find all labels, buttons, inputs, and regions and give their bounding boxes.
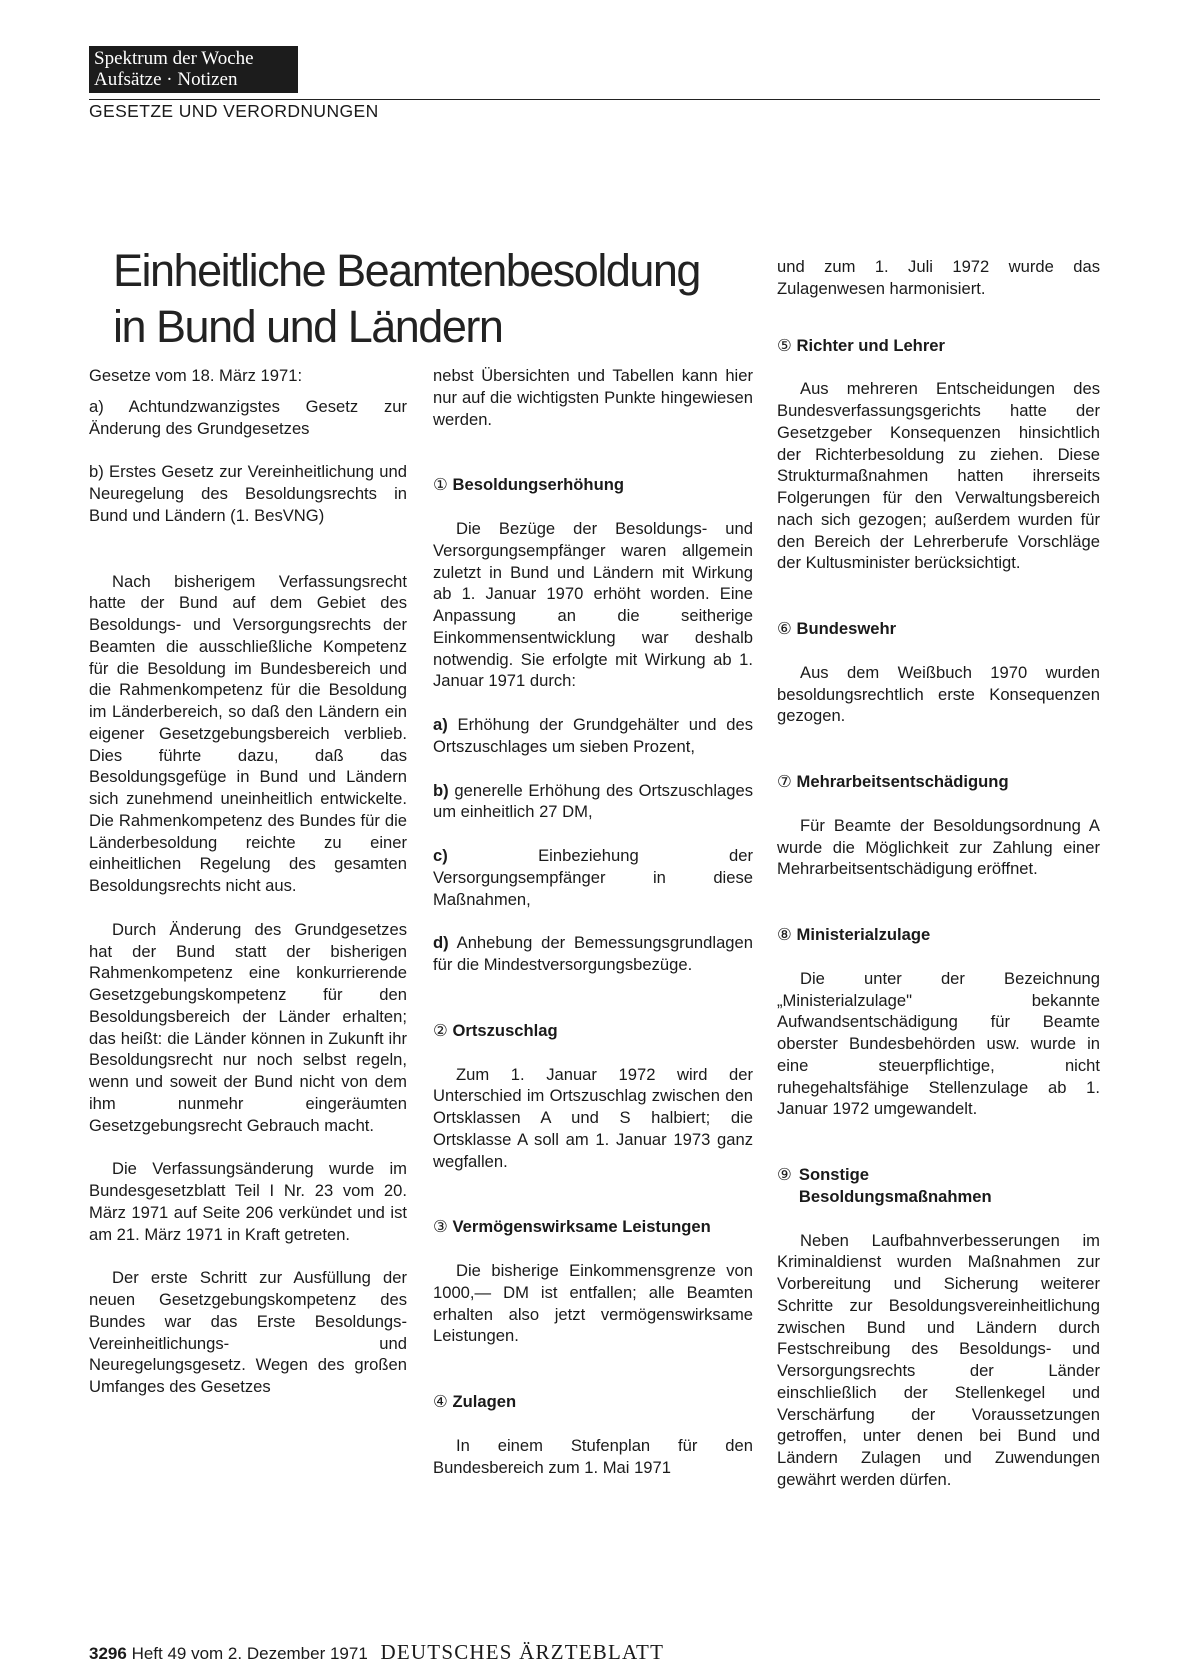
heading-besoldungserhoehung [433,474,753,496]
title-line-2: in Bund und Ländern [113,301,503,352]
paragraph-zulagen: In einem Stufenplan für den Bundesbereich zum 1. Mai 1971 [433,1435,753,1477]
item-a-text: Erhöhung der Grundgehälter und des Ortszuschlages um sieben Prozent, [433,715,753,756]
heading-text: Bundeswehr [796,619,897,638]
heading-ministerialzulage [777,924,1100,946]
circled-number-8: ⑧ [777,925,792,944]
issue-info: Heft 49 vom 2. Dezember 1971 [131,1644,368,1663]
paragraph-ministerialzulage: Die unter der Bezeichnung „Ministerialzulage" bekannte Aufwandsentschädigung für Beamte oberster Bundesbehörden usw. wurde in eine steuerpflichtige, nicht ruhegehaltsfähige Stellenzulage ab 1. Januar 1972 umgewandelt. [777,968,1100,1119]
heading-text: Ortszuschlag [452,1020,558,1040]
paragraph-3: Die Verfassungsänderung wurde im Bundesgesetzblatt Teil I Nr. 23 vom 20. März 1971 auf Seite 206 verkündet und ist am 21. März 1971 in Kraft getreten. [89,1159,407,1244]
column-1 [89,365,407,1398]
circled-number-6: ⑥ [777,619,792,638]
heading-zulagen [433,1391,753,1413]
paragraph-sonstige: Neben Laufbahnverbesserungen im Kriminaldienst wurden Maßnahmen zur Vorbereitung und Sicherung weiterer Schritte zur Besoldungsvereinheitlichung zwischen Bund und Ländern durch Festschreibung des Besoldungs- und Versorgungsrechts der Länder einschließlich der Stellenkegel und Verschärfung der Voraussetzungen getroffen, unter denen bei Bund und Ländern Zulagen und Zuwendungen gewährt werden dürfen. [777,1230,1100,1489]
circled-number-9: ⑨ [777,1165,792,1184]
heading-sonstige [777,1164,1100,1208]
page-footer [89,1640,664,1665]
paragraph-continued: und zum 1. Juli 1972 wurde das Zulagenwesen harmonisiert. [777,257,1100,298]
laws-intro: Gesetze vom 18. März 1971: [89,366,303,385]
paragraph-1: Nach bisherigem Verfassungsrecht hatte der Bund auf dem Gebiet des Besoldungs- und Versorgungsrechts der Beamten die ausschließliche Kompetenz für die Besoldung im Bundesbereich und die Rahmenkompetenz für die Besoldung im Länderbereich, so daß den Ländern ein eigener Gesetzgebungsbereich verblieb. Dies führte dazu, daß das Besoldungsgefüge in Bund und Ländern sich zunehmend uneinheitlich entwickelte. Die Rahmenkompetenz des Bundes für die Länderbesoldung reichte zu einer einheitlichen Regelung des gesamten Besoldungsrechts nicht aus. [89,571,407,895]
heading-mehrarbeit [777,771,1100,793]
paragraph-ortszuschlag: Zum 1. Januar 1972 wird der Unterschied im Ortszuschlag zwischen den Ortsklassen A und S halbiert; die Ortsklasse A soll am 1. Januar 1973 ganz wegfallen. [433,1064,753,1171]
heading-line-1: Sonstige [798,1165,869,1184]
circled-number-5: ⑤ [777,335,792,355]
paragraph-besoldung: Die Bezüge der Besoldungs- und Versorgungsempfänger waren allgemein zuletzt in Bund und Ländern mit Wirkung ab 1. Januar 1970 erhöht worden. Eine Anpassung an die seitherige Einkommensentwicklung war deshalb notwendig. Sie erfolgte mit Wirkung ab 1. Januar 1971 durch: [433,519,753,691]
item-d [433,932,753,976]
heading-ortszuschlag [433,1020,753,1042]
item-c-label: c) [433,846,448,865]
title-line-1: Einheitliche Beamtenbesoldung [113,245,700,296]
item-b-text: generelle Erhöhung des Ortszuschlages um einheitlich 27 DM, [433,780,753,822]
paragraph-continued: nebst Übersichten und Tabellen kann hier nur auf die wichtigsten Punkte hingewiesen werden. [433,366,753,429]
circled-number-4: ④ [433,1392,448,1411]
item-a-label: a) [433,715,448,734]
item-b [433,780,753,824]
paragraph-4: Der erste Schritt zur Ausfüllung der neuen Gesetzgebungskompetenz des Bundes war das Erste Besoldungs-Vereinheitlichungs- und Neuregelungsgesetz. Wegen des großen Umfanges des Gesetzes [89,1268,407,1396]
heading-bundeswehr [777,618,1100,640]
item-a [433,714,753,758]
column-2 [433,365,753,1478]
circled-number-1: ① [433,475,448,495]
column-3 [777,256,1100,1491]
paragraph-mehrarbeit: Für Beamte der Besoldungsordnung A wurde die Möglichkeit zur Zahlung einer Mehrarbeitsentschädigung eröffnet. [777,815,1100,879]
page-number: 3296 [89,1644,127,1663]
article-title [113,243,700,355]
item-d-text: Anhebung der Bemessungsgrundlagen für die Mindestversorgungsbezüge. [433,933,753,974]
masthead [89,46,298,93]
circled-number-2: ② [433,1020,448,1040]
circled-number-7: ⑦ [777,772,792,791]
law-b: b) Erstes Gesetz zur Vereinheitlichung und Neuregelung des Besoldungsrechts in Bund und Ländern (1. BesVNG) [89,462,407,525]
heading-richter-lehrer [777,335,1100,357]
paragraph-bundeswehr: Aus dem Weißbuch 1970 wurden besoldungsrechtlich erste Konsequenzen gezogen. [777,662,1100,726]
item-c [433,845,753,910]
heading-text: Zulagen [452,1392,517,1411]
law-a: a) Achtundzwanzigstes Gesetz zur Änderung des Grundgesetzes [89,396,407,438]
item-b-label: b) [433,780,449,800]
masthead-line-2: Aufsätze · Notizen [94,69,238,90]
item-c-text: Einbeziehung der Versorgungsempfänger in diese Maßnahmen, [433,846,753,909]
heading-line-2: Besoldungsmaßnahmen [798,1186,992,1206]
magazine-name: DEUTSCHES ÄRZTEBLATT [380,1640,665,1664]
heading-vermoegenswirksame-leistungen [433,1216,753,1238]
heading-text: Besoldungserhöhung [452,475,624,495]
paragraph-vermoegen: Die bisherige Einkommensgrenze von 1000,— DM ist entfallen; alle Beamten erhalten also jetzt vermögenswirksame Leistungen. [433,1261,753,1346]
paragraph-2: Durch Änderung des Grundgesetzes hat der Bund statt der bisherigen Rahmenkompetenz eine konkurrierende Gesetzgebungskompetenz für den Besoldungsbereich der Länder erhalten; das heißt: die Länder können in Zukunft ihr Besoldungsrecht nur noch selbst regeln, wenn und soweit der Bund nicht von dem ihm nunmehr eingeräumten Gesetzgebungsrecht Gebrauch macht. [89,919,407,1135]
heading-text: Mehrarbeitsentschädigung [796,772,1009,791]
item-d-label: d) [433,933,449,953]
circled-number-3: ③ [433,1217,448,1237]
heading-text: Richter und Lehrer [796,335,945,355]
heading-text: Vermögenswirksame Leistungen [452,1217,711,1237]
masthead-line-1: Spektrum der Woche [94,48,254,69]
paragraph-richter: Aus mehreren Entscheidungen des Bundesverfassungsgerichts hatte der Gesetzgeber Konsequenzen hinsichtlich der Richterbesoldung zu ziehen. Diese Strukturmaßnahmen hatten ihrerseits Folgerungen für den Verwaltungsbereich nach sich gezogen; außerdem wurden für den Bereich der Lehrerberufe Vorschläge der Kultusminister berücksichtigt. [777,379,1100,573]
heading-text: Ministerialzulage [796,925,931,944]
header-rule [89,99,1100,100]
section-label: GESETZE UND VERORDNUNGEN [89,101,379,121]
